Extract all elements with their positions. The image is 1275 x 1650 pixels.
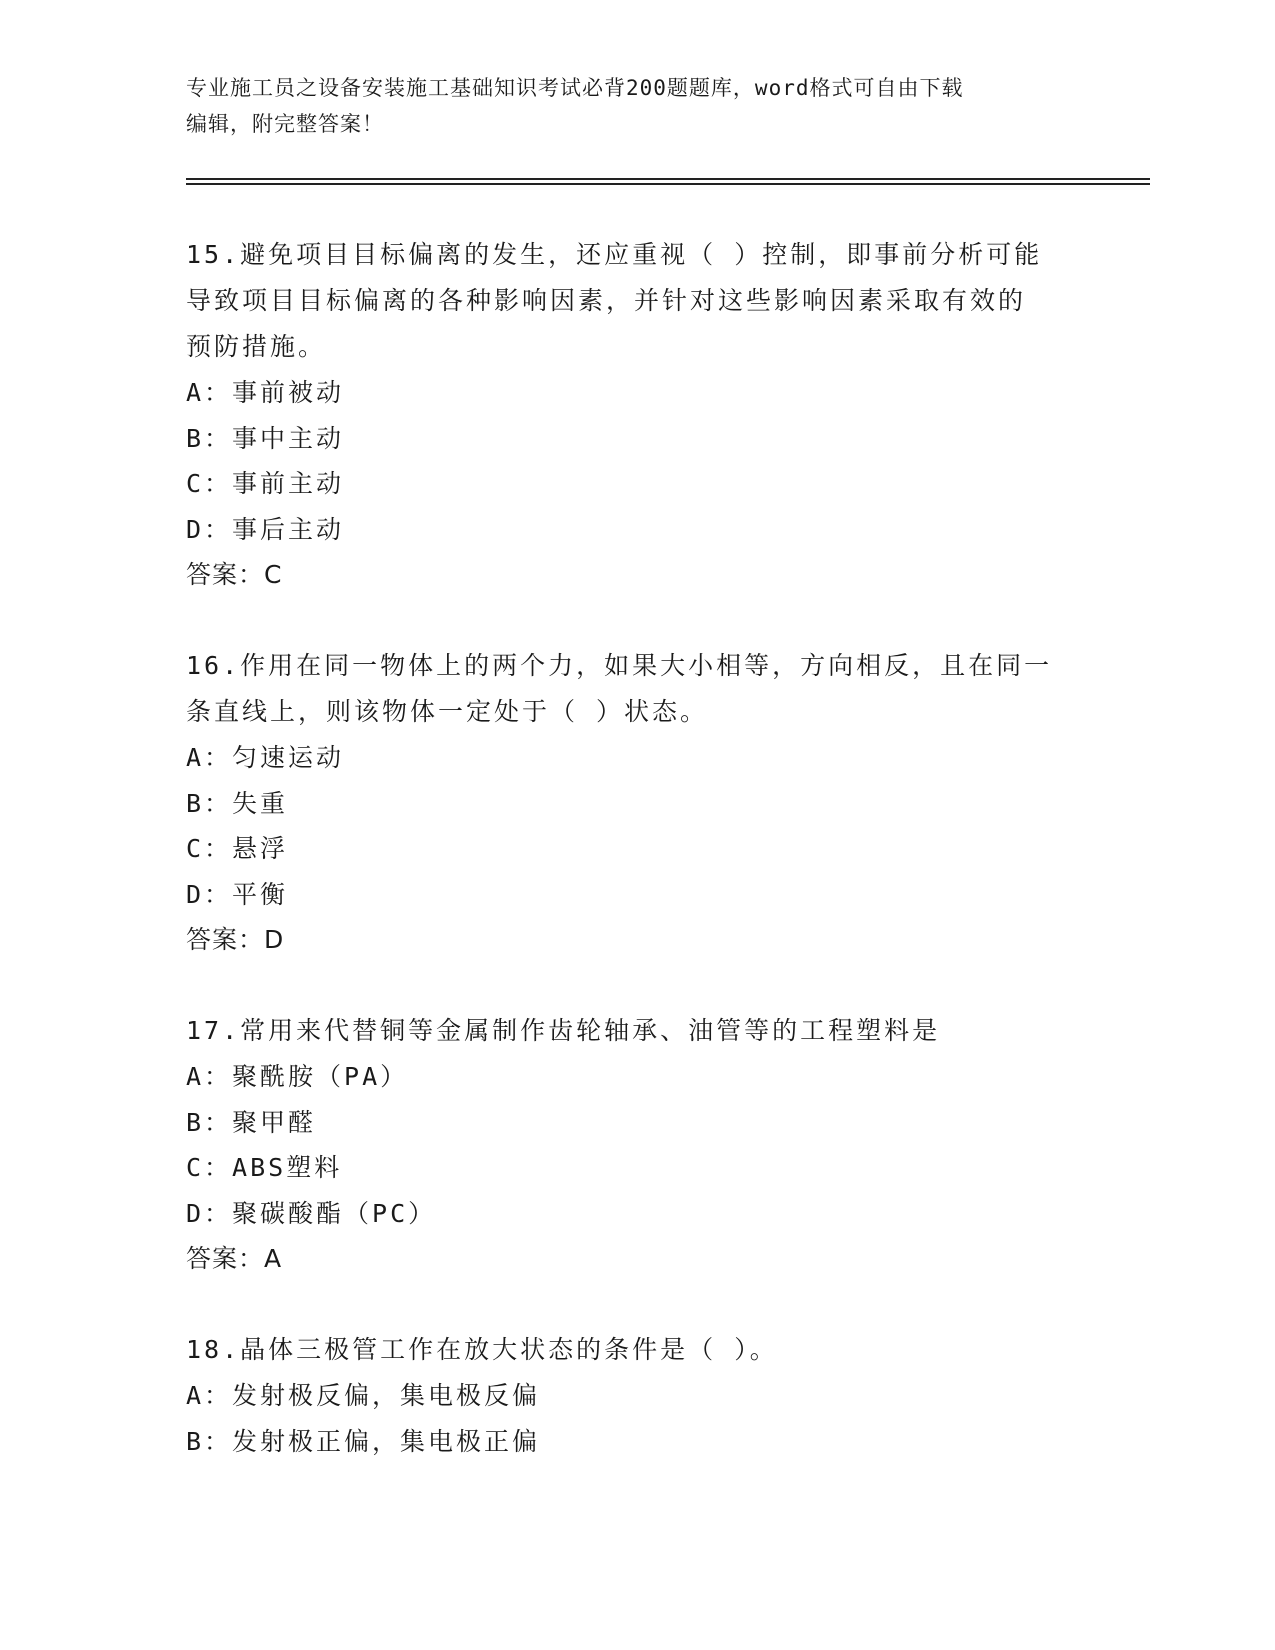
answer-label: 答案：D — [186, 925, 285, 954]
option-d: D：聚碳酸酯（PC） — [186, 1198, 437, 1228]
question-text — [186, 1008, 1086, 1054]
question-line: 18.晶体三极管工作在放大状态的条件是（ ）。 — [186, 1335, 778, 1364]
question-line: 条直线上，则该物体一定处于（ ）状态。 — [186, 697, 709, 726]
question-list — [186, 232, 1086, 1509]
option-d: D：事后主动 — [186, 514, 345, 544]
option-c: C：ABS塑料 — [186, 1153, 343, 1182]
option-b: B：事中主动 — [186, 423, 345, 453]
option-a: A：事前被动 — [186, 378, 345, 407]
question-line: 15.避免项目目标偏离的发生，还应重视（ ）控制，即事前分析可能 — [186, 240, 1043, 269]
question-line: 16.作用在同一物体上的两个力，如果大小相等，方向相反，且在同一 — [186, 651, 1053, 680]
answer-label: 答案：A — [186, 1244, 283, 1273]
question-17 — [186, 1008, 1086, 1282]
option-a: A：聚酰胺（PA） — [186, 1062, 409, 1091]
option-a: A：匀速运动 — [186, 743, 345, 772]
header-divider-top — [186, 178, 1150, 180]
question-15 — [186, 232, 1086, 598]
option-c: C：悬浮 — [186, 834, 289, 863]
header-line-1: 专业施工员之设备安装施工基础知识考试必背200题题库，word格式可自由下载 — [186, 76, 964, 100]
question-line: 预防措施。 — [186, 332, 327, 361]
header-line-2: 编辑，附完整答案！ — [186, 112, 384, 136]
question-text — [186, 643, 1086, 735]
question-16 — [186, 643, 1086, 963]
question-text — [186, 1327, 1086, 1373]
question-line: 17.常用来代替铜等金属制作齿轮轴承、油管等的工程塑料是 — [186, 1016, 941, 1045]
document-header — [186, 70, 1086, 142]
option-d: D：平衡 — [186, 879, 289, 909]
question-line: 导致项目目标偏离的各种影响因素，并针对这些影响因素采取有效的 — [186, 286, 1027, 315]
option-b: B：失重 — [186, 788, 289, 818]
question-text — [186, 232, 1086, 370]
question-18 — [186, 1327, 1086, 1464]
answer-label: 答案：C — [186, 560, 283, 589]
option-a: A：发射极反偏，集电极反偏 — [186, 1381, 541, 1410]
header-divider-bottom — [186, 183, 1150, 185]
option-c: C：事前主动 — [186, 469, 345, 498]
option-b: B：发射极正偏，集电极正偏 — [186, 1426, 541, 1456]
option-b: B：聚甲醛 — [186, 1107, 317, 1137]
